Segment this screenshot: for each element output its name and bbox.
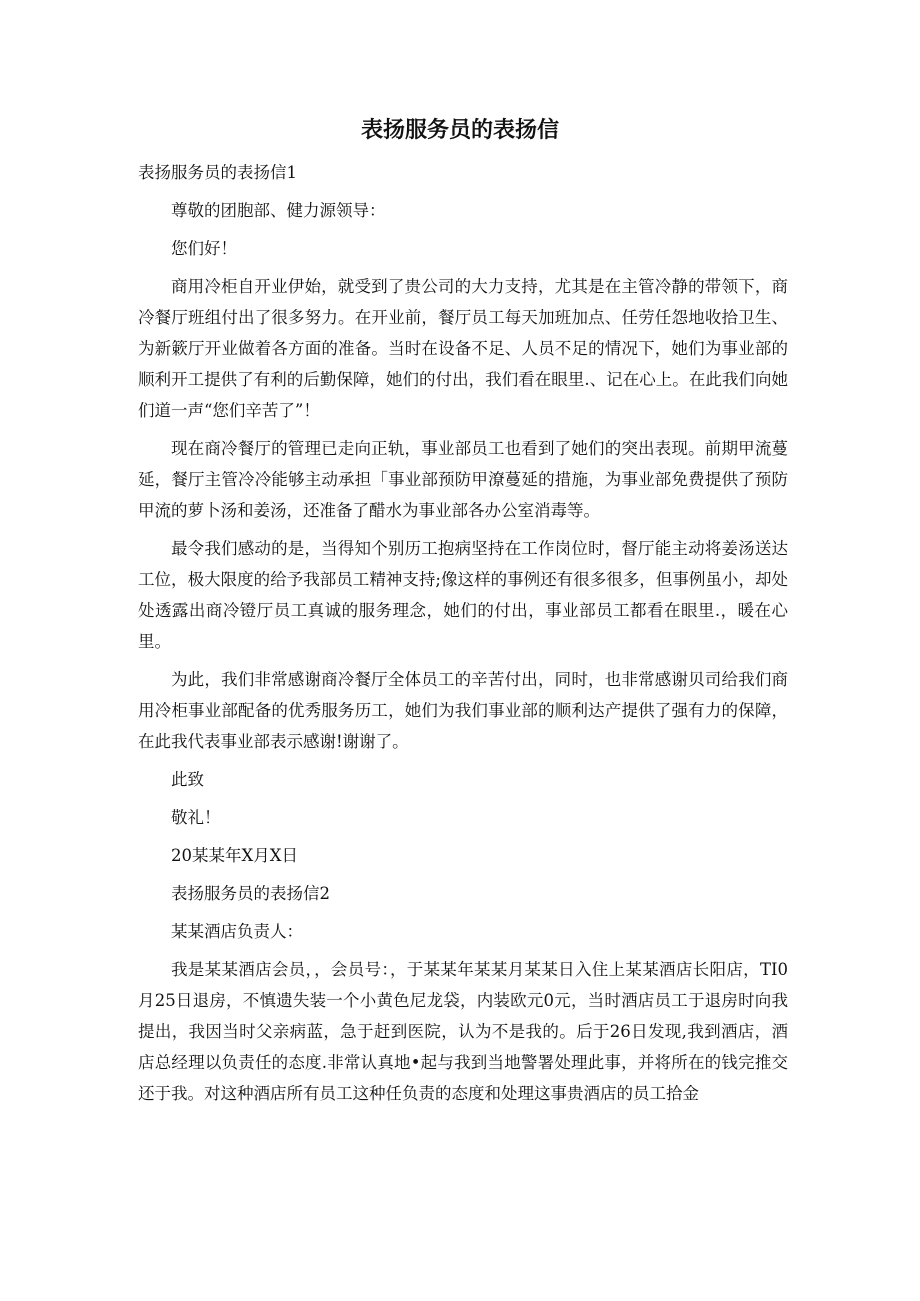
letter1-date: 20某某年X月X日 <box>171 846 298 865</box>
letter2-paragraph-1: 我是某某酒店会员，，会员号：，于某某年某某月某某日入住上某某酒店长阳店，TI0月25日退房，不慎遗失装一个小黄色尼龙袋，内装欧元0元，当时酒店员工于退房时向我提出，我因当时父亲病蓝，急于赶到医院，认为不是我的。后于26日发现,我到酒店，酒店总经理以负责任的态度.非常认真地•起与我到当地警署处理此事，并将所在的钱完推交还于我。对这种酒店所有员工这种任负责的态度和处理这事贵酒店的员工拾金 <box>138 960 788 1103</box>
letter1-paragraph-3: 最令我们感动的是，当得知个别历工抱病坚持在工作岗位时，督厅能主动将姜汤送达工位，极大限度的给予我部员工精神支持;像这样的事例还有很多很多，但事例虽小，却处处透露出商冷镫厅员工真诚的服务理念，她们的付出，事业部员工都看在眼里.，暖在心里。 <box>138 539 788 651</box>
page-title: 表扬服务员的表扬信 <box>360 118 559 143</box>
letter1-heading: 表扬服务员的表扬信1 <box>138 163 297 182</box>
letter1-salutation: 尊敬的团胞部、健力源领导： <box>171 201 386 220</box>
letter2-salutation: 某某酒店负责人： <box>171 922 303 941</box>
document-body <box>138 157 788 1116</box>
letter1-paragraph-1: 商用冷柜自开业伊始，就受到了贵公司的大力支持，尤其是在主管冷静的带领下，商冷餐厅班组付出了很多努力。在开业前，餐厅员工每天加班加点、任劳任怨地收拾卫生、为新簌厅开业做着各方面的准备。当时在设备不足、人员不足的情况下，她们为事业部的顺利开工提供了有利的后勤保障，她们的付出，我们看在眼里.、记在心上。在此我们向她们道一声“您们辛苦了”！ <box>138 277 788 420</box>
letter1-paragraph-2: 现在商冷餐厅的管理已走向正轨，事业部员工也看到了她们的突出表现。前期甲流蔓延，餐厅主管冷冷能够主动承担「事业部预防甲潦蔓延的措施，为事业部免费提供了预防甲流的萝卜汤和姜汤，还准备了醋水为事业部各办公室消毒等。 <box>138 439 788 520</box>
letter1-paragraph-4: 为此，我们非常感谢商冷餐厅全体员工的辛苦付出，同时，也非常感谢贝司给我们商用冷柜事业部配备的优秀服务历工，她们为我们事业部的顺利达产提供了强有力的保障，在此我代表事业部表示感谢!谢谢了。 <box>138 670 788 751</box>
letter2-heading: 表扬服务员的表扬信2 <box>171 884 330 903</box>
letter1-closing-1: 此致 <box>171 770 204 789</box>
letter1-closing-2: 敬礼！ <box>171 808 221 827</box>
letter1-greeting: 您们好！ <box>171 239 237 258</box>
